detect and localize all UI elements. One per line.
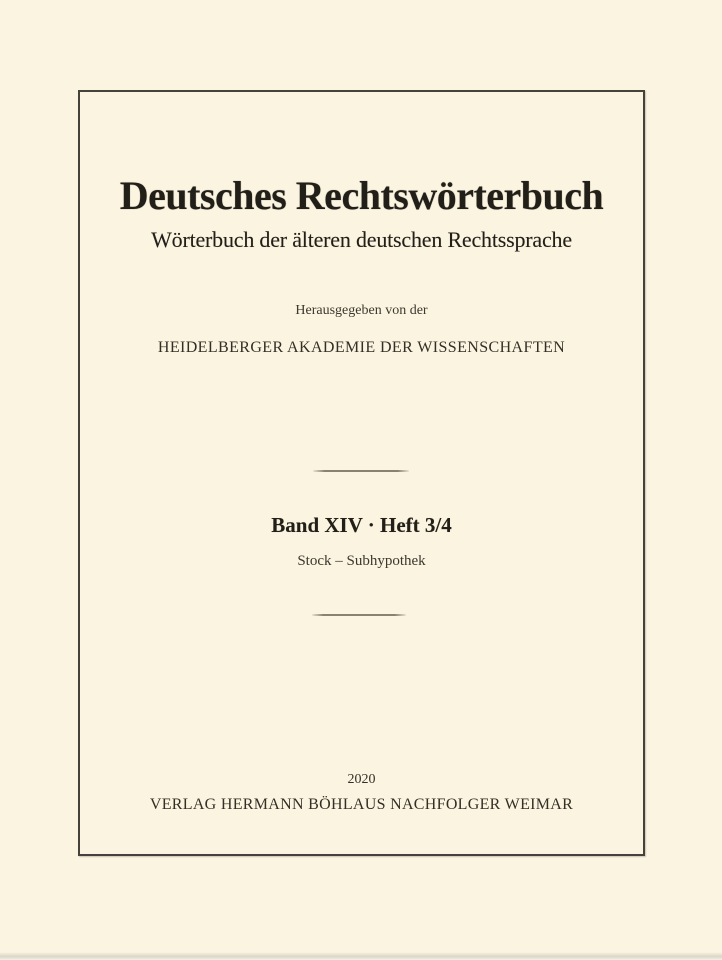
- editor-name: HEIDELBERGER AKADEMIE DER WISSENSCHAFTEN: [157, 339, 566, 356]
- book-title: Deutsches Rechtswörterbuch: [119, 173, 604, 218]
- publisher-name: VERLAG HERMANN BÖHLAUS NACHFOLGER WEIMAR: [149, 796, 574, 813]
- book-subtitle: Wörterbuch der älteren deutschen Rechtssprache: [151, 227, 572, 252]
- divider-rule-top: [313, 470, 409, 472]
- divider-rule-bottom: [312, 614, 406, 616]
- lemma-range: Stock – Subhypothek: [297, 553, 426, 569]
- editor-intro-line: Herausgegeben von der: [295, 303, 428, 318]
- publication-year: 2020: [347, 772, 376, 787]
- volume-heading: Band XIV · Heft 3/4: [271, 513, 452, 537]
- photo-bottom-edge: [0, 952, 722, 960]
